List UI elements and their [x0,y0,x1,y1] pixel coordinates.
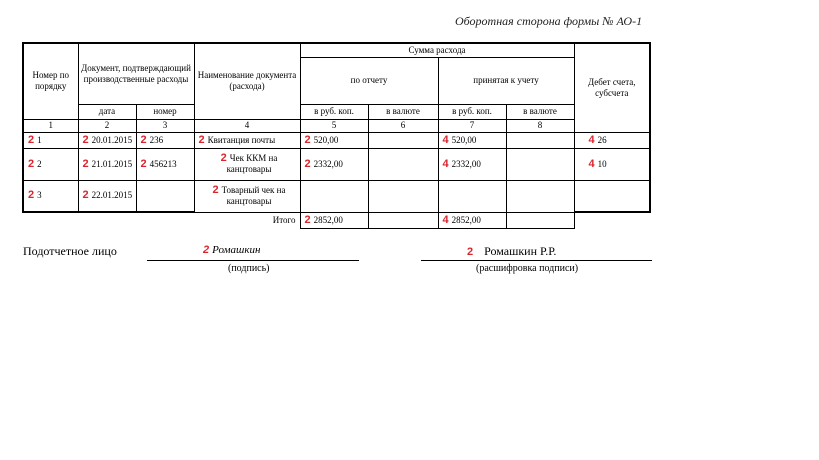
table-row-3-name [194,180,300,212]
total-acc-cur [506,212,574,228]
grade-mark: 4 [442,133,449,146]
doc-date: 20.01.2015 [91,134,133,145]
grade-mark: 2 [82,157,89,170]
grade-mark: 2 [203,244,210,256]
table-row-2-num [136,148,194,180]
sum-rub: 2332,00 [313,158,343,169]
table-row-3-date [78,180,136,212]
signature-line [147,260,359,261]
table-row-2-date [78,148,136,180]
doc-name: Чек ККМ на канцтовары [226,153,278,174]
decode-value: 2 Ромашкин Р.Р. [467,244,557,258]
grade-mark: 2 [212,184,219,196]
header-accepted: принятая к учету [438,57,574,104]
debit-account: 10 [597,158,607,169]
table-row-1-acc-rub [438,132,506,148]
table-row-2-debit [574,148,650,180]
grade-mark: 2 [28,189,35,202]
total-cur [368,212,438,228]
sum-rub: 520,00 [313,134,339,145]
doc-name: Квитанция почты [207,134,276,145]
table-row-2-number [23,148,78,180]
total-acc-rub [438,212,506,228]
grade-mark: 2 [82,189,89,202]
table-row-1-number [23,132,78,148]
table-row-2-acc-rub [438,148,506,180]
signature-caption: (подпись) [228,263,270,274]
table-row-3-num [136,180,194,212]
header-debit: Дебет счета, субсчета [574,43,650,132]
accepted-rub: 2332,00 [451,158,481,169]
grade-mark: 2 [467,246,474,258]
grade-mark: 2 [220,152,227,164]
accepted-rub: 520,00 [451,134,477,145]
table-row-1-cur [368,132,438,148]
table-row-3-debit [574,180,650,212]
table-row-2-cur [368,148,438,180]
col-number-3: 3 [136,119,194,132]
grade-mark: 2 [304,133,311,146]
col-number-1: 1 [23,119,78,132]
table-row-3-number [23,180,78,212]
doc-date: 21.01.2015 [91,158,133,169]
table-row-2-acc-cur [506,148,574,180]
grade-mark: 4 [588,133,595,146]
total-rub-value: 2852,00 [313,214,343,225]
table-row-3-acc-rub [438,180,506,212]
decode-caption: (расшифровка подписи) [476,263,579,274]
grade-mark: 4 [442,213,449,226]
total-rub [300,212,368,228]
table-row-1-num [136,132,194,148]
col-number-4: 4 [194,119,300,132]
header-sum: Сумма расхода [300,43,574,57]
table-row-2-name [194,148,300,180]
col-number-7: 7 [438,119,506,132]
row-number: 2 [37,158,42,169]
header-rub-accepted: в руб. коп. [438,104,506,119]
table-row-3-rub [300,180,368,212]
decode-line [421,260,652,261]
form-title: Оборотная сторона формы № АО-1 [455,14,643,28]
row-number: 1 [37,134,42,145]
table-row-1-name [194,132,300,148]
expense-table [22,42,651,229]
col-number-5: 5 [300,119,368,132]
header-number: Номер по порядку [23,43,78,119]
row-number: 3 [37,190,42,201]
total-label: Итого [194,212,300,228]
table-row-1-debit [574,132,650,148]
grade-mark: 2 [198,133,205,146]
grade-mark: 2 [140,157,147,170]
doc-name: Товарный чек на канцтовары [221,185,286,206]
grade-mark: 4 [588,157,595,170]
table-row-1-rub [300,132,368,148]
col-number-2: 2 [78,119,136,132]
grade-mark: 2 [28,133,35,146]
header-date: дата [78,104,136,119]
doc-date: 22.01.2015 [91,190,133,201]
header-document: Документ, подтверждающий производственные расходы [78,43,194,104]
table-row-3-cur [368,180,438,212]
doc-number: 456213 [149,158,177,169]
doc-number: 236 [149,134,164,145]
accountable-person-label: Подотчетное лицо [23,244,117,258]
col-number-8: 8 [506,119,574,132]
grade-mark: 2 [140,133,147,146]
header-by-report: по отчету [300,57,438,104]
header-num: номер [136,104,194,119]
grade-mark: 4 [442,157,449,170]
header-cur-report: в валюте [368,104,438,119]
header-name: Наименование документа (расхода) [194,43,300,119]
table-row-1-acc-cur [506,132,574,148]
col-number-6: 6 [368,119,438,132]
grade-mark: 2 [304,157,311,170]
table-row-1-date [78,132,136,148]
grade-mark: 2 [82,133,89,146]
signature-value: 2 Ромашкин [203,244,261,256]
total-acc-value: 2852,00 [451,214,481,225]
grade-mark: 2 [304,213,311,226]
table-row-2-rub [300,148,368,180]
header-cur-accepted: в валюте [506,104,574,119]
debit-account: 26 [597,134,607,145]
header-rub-report: в руб. коп. [300,104,368,119]
table-row-3-acc-cur [506,180,574,212]
grade-mark: 2 [28,157,35,170]
